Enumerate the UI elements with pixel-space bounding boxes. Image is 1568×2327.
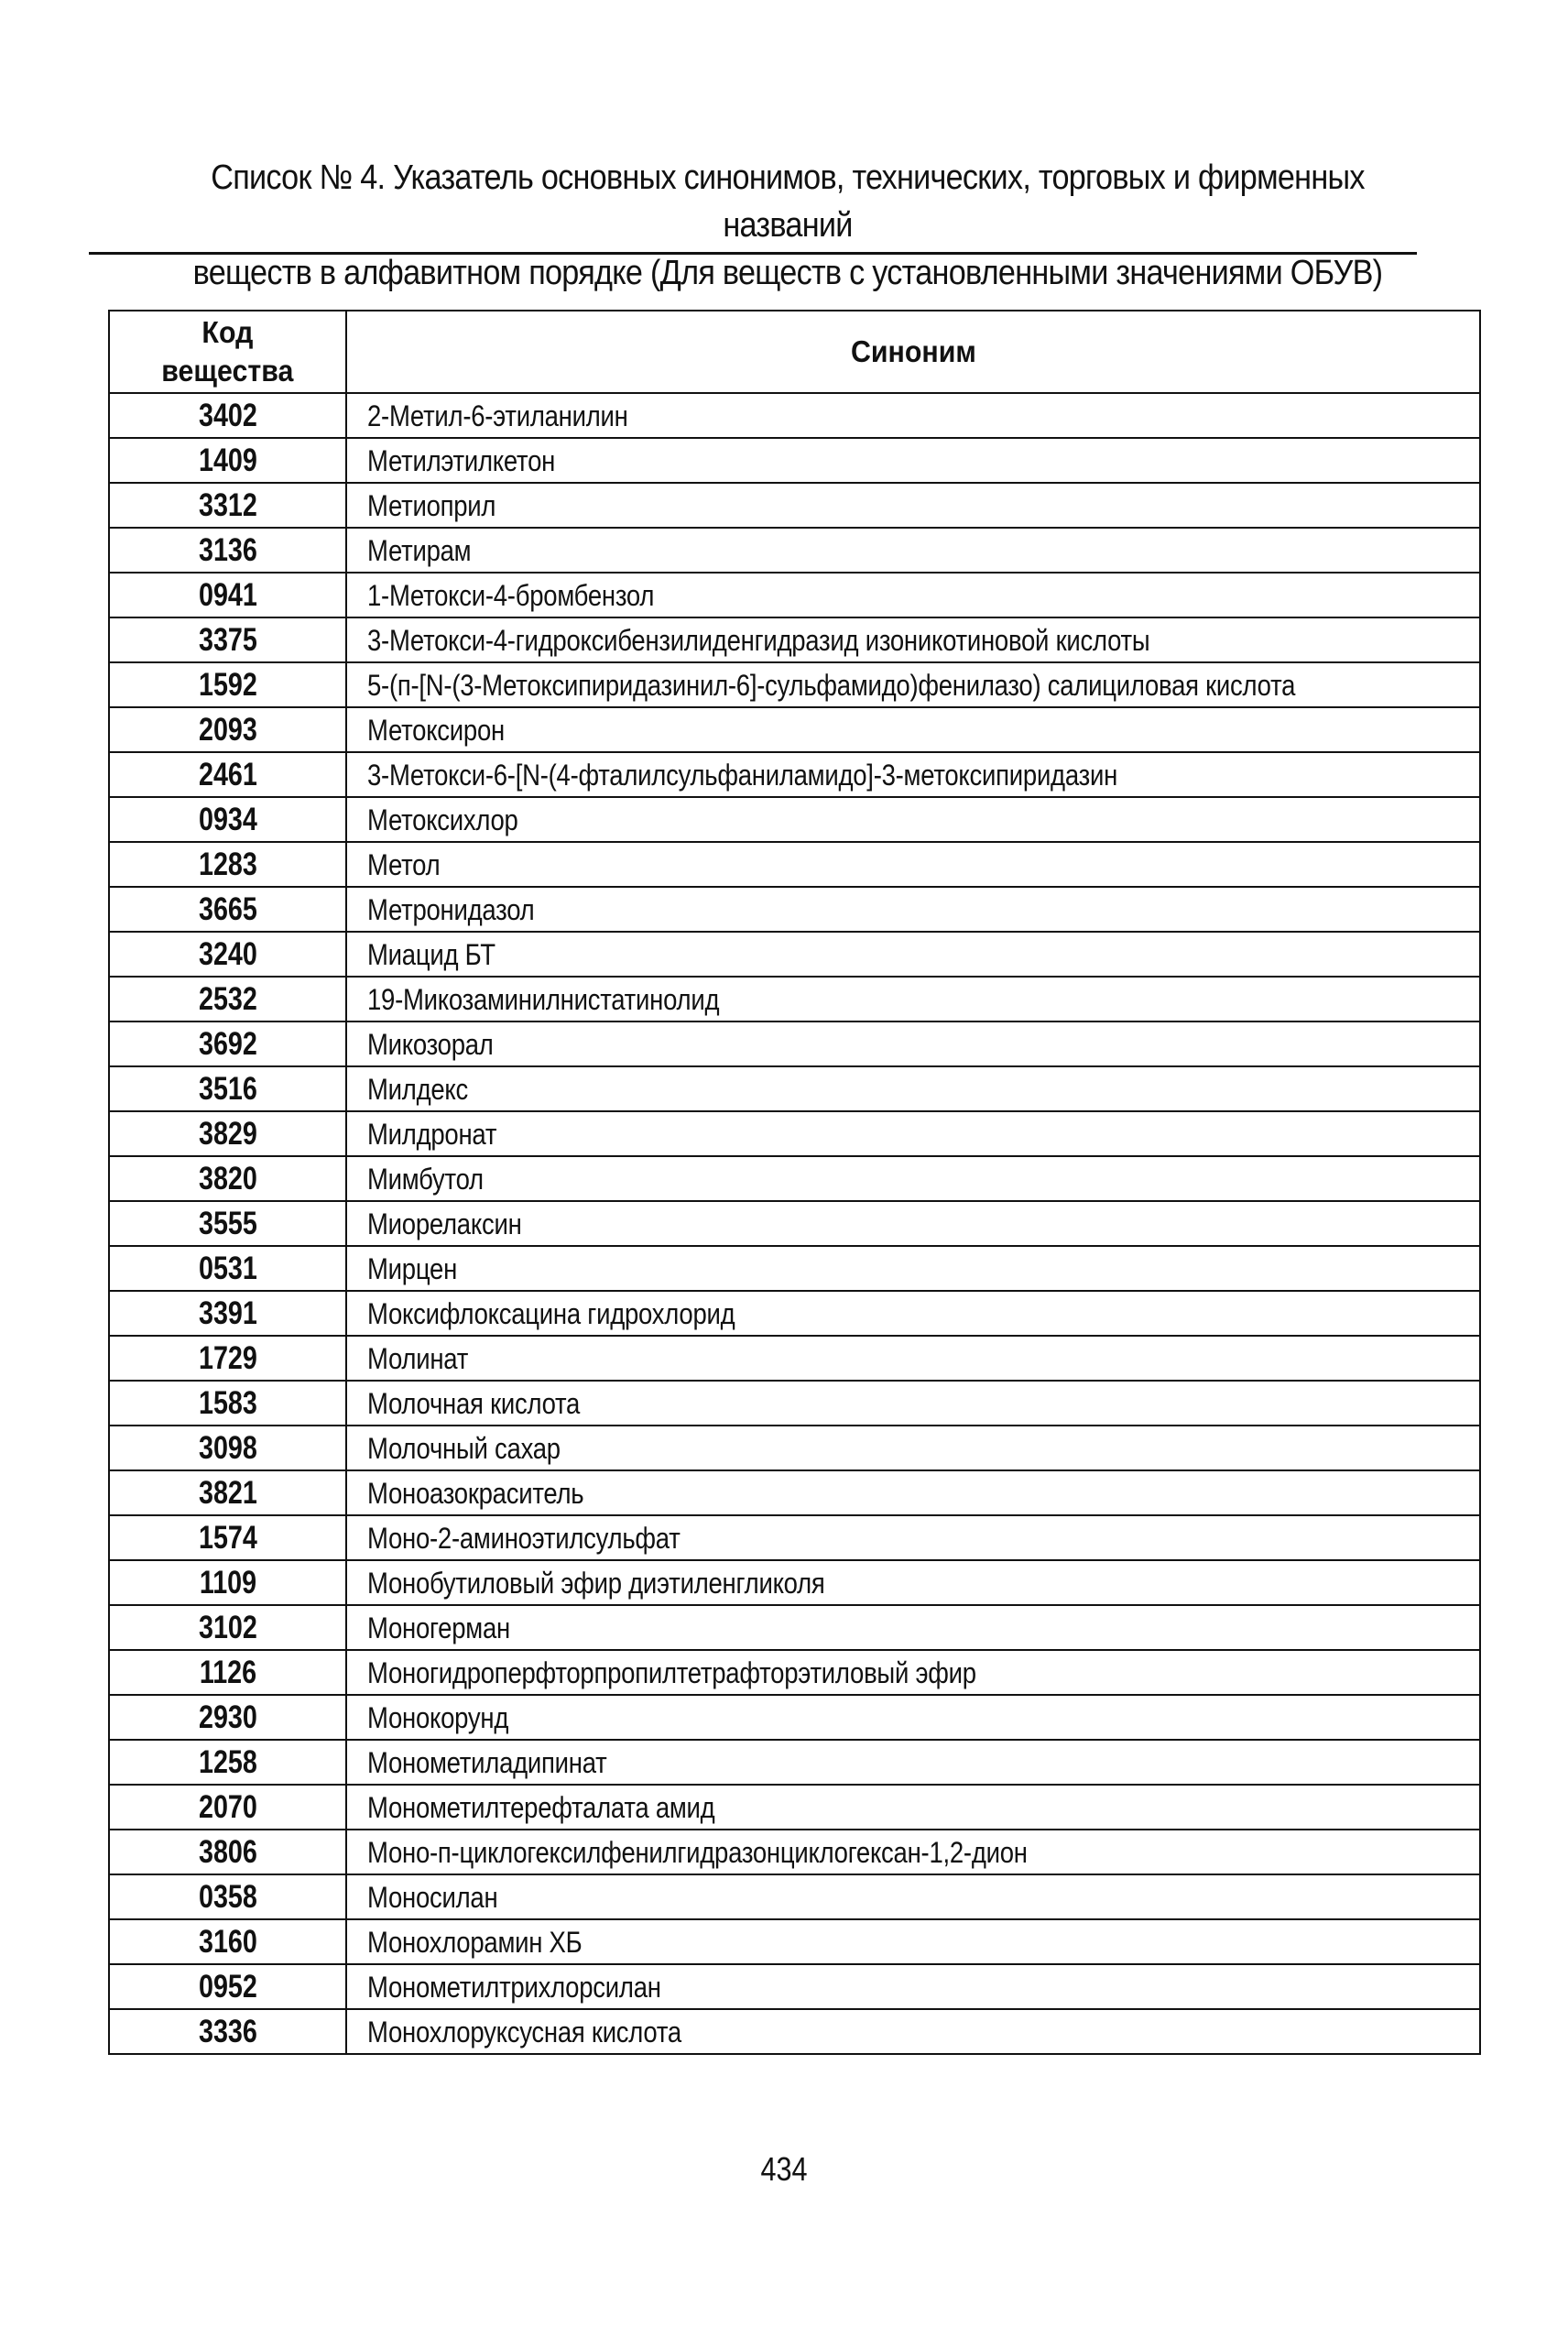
synonym-text: Мирцен — [367, 1251, 458, 1285]
page-number — [0, 2149, 1568, 2190]
substance-code: 1258 — [198, 1743, 257, 1780]
synonym-text: Монометилтерефталата амид — [367, 1790, 715, 1824]
synonym-cell — [346, 2009, 1480, 2054]
substance-code: 3829 — [198, 1115, 257, 1152]
substance-code-cell — [109, 1695, 346, 1740]
substance-code: 1574 — [198, 1519, 257, 1556]
synonym-cell — [346, 932, 1480, 977]
substance-code: 3391 — [198, 1295, 257, 1331]
substance-code: 1109 — [199, 1564, 256, 1600]
substance-code: 0531 — [198, 1250, 257, 1286]
substance-code: 2070 — [198, 1788, 257, 1825]
header-substance-code — [109, 311, 346, 393]
synonym-text: 19-Микозаминилнистатинолид — [367, 982, 720, 1016]
synonym-cell — [346, 1919, 1480, 1964]
table-row — [109, 438, 1480, 483]
table-row — [109, 1246, 1480, 1291]
table-row — [109, 1560, 1480, 1605]
substance-code: 2930 — [198, 1699, 257, 1735]
synonym-text: Моноазокраситель — [367, 1476, 584, 1510]
table-row — [109, 1650, 1480, 1695]
substance-code: 3136 — [198, 531, 257, 568]
synonym-text: Монохлорамин ХБ — [367, 1925, 583, 1959]
synonym-text: Моксифлоксацина гидрохлорид — [367, 1296, 735, 1330]
table-row — [109, 842, 1480, 887]
substance-code-cell — [109, 1919, 346, 1964]
synonym-cell — [346, 1695, 1480, 1740]
synonym-cell — [346, 887, 1480, 932]
table-row — [109, 1156, 1480, 1201]
substance-code: 3516 — [198, 1070, 257, 1107]
substance-code: 3806 — [198, 1833, 257, 1870]
synonym-text: Моногидроперфторпропилтетрафторэтиловый эфир — [367, 1655, 976, 1689]
title-underline — [89, 252, 1417, 255]
synonym-cell — [346, 707, 1480, 752]
synonym-text: Молинат — [367, 1341, 469, 1375]
substance-code: 0941 — [198, 576, 257, 613]
table-row — [109, 797, 1480, 842]
table-row — [109, 1695, 1480, 1740]
table-row — [109, 1066, 1480, 1111]
synonym-text: Моно-п-циклогексилфенилгидразонциклогексан-1,2-дион — [367, 1835, 1028, 1869]
table-row — [109, 483, 1480, 528]
synonym-cell — [346, 1021, 1480, 1066]
synonym-text: Монометилтрихлорсилан — [367, 1970, 661, 2004]
synonym-text: Монохлоруксусная кислота — [367, 2015, 681, 2048]
page-number-value: 434 — [760, 2150, 808, 2188]
substance-code-cell — [109, 1156, 346, 1201]
table-row — [109, 1515, 1480, 1560]
substance-code: 1409 — [198, 442, 257, 478]
substance-code-cell — [109, 1874, 346, 1919]
substance-code-cell — [109, 707, 346, 752]
substance-code-cell — [109, 1111, 346, 1156]
synonym-text: 1-Метокси-4-бромбензол — [367, 578, 655, 612]
synonym-cell — [346, 1336, 1480, 1381]
substance-code: 3375 — [198, 621, 257, 658]
page-title — [161, 154, 1414, 297]
header-synonym — [346, 311, 1480, 393]
substance-code-cell — [109, 1201, 346, 1246]
synonym-cell — [346, 1470, 1480, 1515]
table-row — [109, 1919, 1480, 1964]
table-row — [109, 1874, 1480, 1919]
synonym-text: Молочный сахар — [367, 1431, 561, 1465]
table-row — [109, 2009, 1480, 2054]
synonym-text: Мимбутол — [367, 1162, 484, 1196]
synonym-text: Моногерман — [367, 1611, 510, 1644]
table-row — [109, 528, 1480, 573]
synonym-cell — [346, 1291, 1480, 1336]
synonym-cell — [346, 1740, 1480, 1785]
table-row — [109, 1964, 1480, 2009]
substance-code-cell — [109, 2009, 346, 2054]
substance-code: 3692 — [198, 1025, 257, 1062]
synonym-cell — [346, 1964, 1480, 2009]
substance-code-cell — [109, 528, 346, 573]
synonym-text: Милдекс — [367, 1072, 469, 1106]
table-row — [109, 1785, 1480, 1830]
synonym-cell — [346, 1515, 1480, 1560]
substance-code-cell — [109, 1336, 346, 1381]
table-row — [109, 887, 1480, 932]
table-row — [109, 1470, 1480, 1515]
synonym-cell — [346, 752, 1480, 797]
synonym-text: Милдронат — [367, 1117, 497, 1151]
synonym-cell — [346, 1605, 1480, 1650]
synonym-text: 2-Метил-6-этиланилин — [367, 399, 628, 432]
synonym-cell — [346, 393, 1480, 438]
substance-code: 2461 — [198, 756, 257, 792]
substance-code-cell — [109, 393, 346, 438]
table-row — [109, 1605, 1480, 1650]
substance-code-cell — [109, 977, 346, 1021]
substance-code-cell — [109, 1426, 346, 1470]
synonym-cell — [346, 662, 1480, 707]
substance-code: 1729 — [198, 1339, 257, 1376]
synonym-text: Монобутиловый эфир диэтиленгликоля — [367, 1566, 825, 1600]
synonym-cell — [346, 617, 1480, 662]
table-row — [109, 393, 1480, 438]
synonym-cell — [346, 1830, 1480, 1874]
substance-code: 0358 — [198, 1878, 257, 1915]
substance-code: 1583 — [198, 1384, 257, 1421]
synonym-text: 5-(п-[N-(3-Метоксипиридазинил-6]-сульфамидо)фенилазо) салициловая кислота — [367, 668, 1296, 702]
substance-code-cell — [109, 1515, 346, 1560]
synonym-cell — [346, 1246, 1480, 1291]
synonym-text: Метирам — [367, 533, 472, 567]
synonym-cell — [346, 1426, 1480, 1470]
synonym-text: Метронидазол — [367, 892, 535, 926]
substance-code: 3102 — [198, 1609, 257, 1645]
substance-code: 1592 — [198, 666, 257, 703]
substance-code: 3820 — [198, 1160, 257, 1196]
substance-code-cell — [109, 1021, 346, 1066]
substance-code-cell — [109, 1560, 346, 1605]
header-code-line-2: вещества — [161, 354, 294, 388]
synonym-cell — [346, 1785, 1480, 1830]
page-title-line-1: Список № 4. Указатель основных синонимов, технических, торговых и фирменных названий — [211, 158, 1365, 245]
substance-code-cell — [109, 483, 346, 528]
substance-code: 3160 — [198, 1923, 257, 1960]
substance-code: 3312 — [198, 486, 257, 523]
substance-code-cell — [109, 617, 346, 662]
substance-code-cell — [109, 1740, 346, 1785]
table-row — [109, 1291, 1480, 1336]
substance-code-cell — [109, 1830, 346, 1874]
synonym-cell — [346, 977, 1480, 1021]
synonym-cell — [346, 1874, 1480, 1919]
substance-code-cell — [109, 842, 346, 887]
synonym-text: Метоксирон — [367, 713, 505, 747]
table-row — [109, 752, 1480, 797]
synonym-text: Монокорунд — [367, 1700, 509, 1734]
substance-code-cell — [109, 1605, 346, 1650]
synonym-cell — [346, 1650, 1480, 1695]
table-row — [109, 1201, 1480, 1246]
page-title-line-2: веществ в алфавитном порядке (Для веществ с установленными значениями ОБУВ) — [192, 254, 1383, 292]
substance-code-cell — [109, 1650, 346, 1695]
synonym-cell — [346, 1111, 1480, 1156]
synonym-text: Микозорал — [367, 1027, 494, 1061]
synonym-text: Метол — [367, 847, 441, 881]
synonym-text: Моно-2-аминоэтилсульфат — [367, 1521, 681, 1555]
synonym-text: Метилэтилкетон — [367, 443, 556, 477]
synonym-cell — [346, 1156, 1480, 1201]
synonym-cell — [346, 483, 1480, 528]
header-code-line-1: Код — [201, 315, 254, 349]
table-row — [109, 1426, 1480, 1470]
table-row — [109, 1381, 1480, 1426]
synonym-text: Молочная кислота — [367, 1386, 581, 1420]
table-body — [109, 393, 1480, 2054]
substance-code-cell — [109, 1785, 346, 1830]
synonym-text: Моносилан — [367, 1880, 498, 1914]
substance-code: 3555 — [198, 1205, 257, 1241]
substance-code: 0934 — [198, 801, 257, 837]
substance-code-cell — [109, 1291, 346, 1336]
synonym-cell — [346, 528, 1480, 573]
table-row — [109, 932, 1480, 977]
synonym-cell — [346, 1201, 1480, 1246]
substance-code-cell — [109, 1964, 346, 2009]
substance-code: 3402 — [198, 397, 257, 433]
substance-code-cell — [109, 752, 346, 797]
substance-code-cell — [109, 932, 346, 977]
substance-code: 3098 — [198, 1429, 257, 1466]
synonym-text: Метоксихлор — [367, 803, 518, 836]
synonym-cell — [346, 1560, 1480, 1605]
substance-code: 2093 — [198, 711, 257, 748]
header-synonym-label: Синоним — [850, 334, 976, 368]
synonym-cell — [346, 797, 1480, 842]
substance-code-cell — [109, 662, 346, 707]
substance-code: 1283 — [198, 846, 257, 882]
table-row — [109, 1021, 1480, 1066]
synonym-text: Метиоприл — [367, 488, 496, 522]
substance-code-cell — [109, 797, 346, 842]
synonym-cell — [346, 842, 1480, 887]
substance-code-cell — [109, 1066, 346, 1111]
synonym-text: Монометиладипинат — [367, 1745, 607, 1779]
synonym-cell — [346, 438, 1480, 483]
table-header-row — [109, 311, 1480, 393]
substance-code: 1126 — [199, 1654, 256, 1690]
table-row — [109, 707, 1480, 752]
substance-code: 3240 — [198, 935, 257, 972]
substance-code: 2532 — [198, 980, 257, 1017]
substance-code-cell — [109, 887, 346, 932]
synonym-text: Миацид БТ — [367, 937, 495, 971]
table-row — [109, 1336, 1480, 1381]
substance-code: 0952 — [198, 1968, 257, 2005]
table-row — [109, 977, 1480, 1021]
substance-code-cell — [109, 1470, 346, 1515]
substance-code-cell — [109, 573, 346, 617]
substance-code-cell — [109, 1246, 346, 1291]
table-row — [109, 1740, 1480, 1785]
synonyms-table — [108, 310, 1481, 2055]
synonym-text: 3-Метокси-6-[N-(4-фталилсульфаниламидо]-3-метоксипиридазин — [367, 758, 1118, 792]
synonym-text: Миорелаксин — [367, 1207, 522, 1240]
substance-code: 3821 — [198, 1474, 257, 1511]
synonym-cell — [346, 1066, 1480, 1111]
table-row — [109, 573, 1480, 617]
table-row — [109, 617, 1480, 662]
table-row — [109, 1111, 1480, 1156]
synonym-cell — [346, 573, 1480, 617]
substance-code: 3336 — [198, 2013, 257, 2049]
table-row — [109, 1830, 1480, 1874]
table-row — [109, 662, 1480, 707]
synonym-text: 3-Метокси-4-гидроксибензилиденгидразид изоникотиновой кислоты — [367, 623, 1150, 657]
substance-code-cell — [109, 438, 346, 483]
synonym-cell — [346, 1381, 1480, 1426]
substance-code: 3665 — [198, 890, 257, 927]
substance-code-cell — [109, 1381, 346, 1426]
